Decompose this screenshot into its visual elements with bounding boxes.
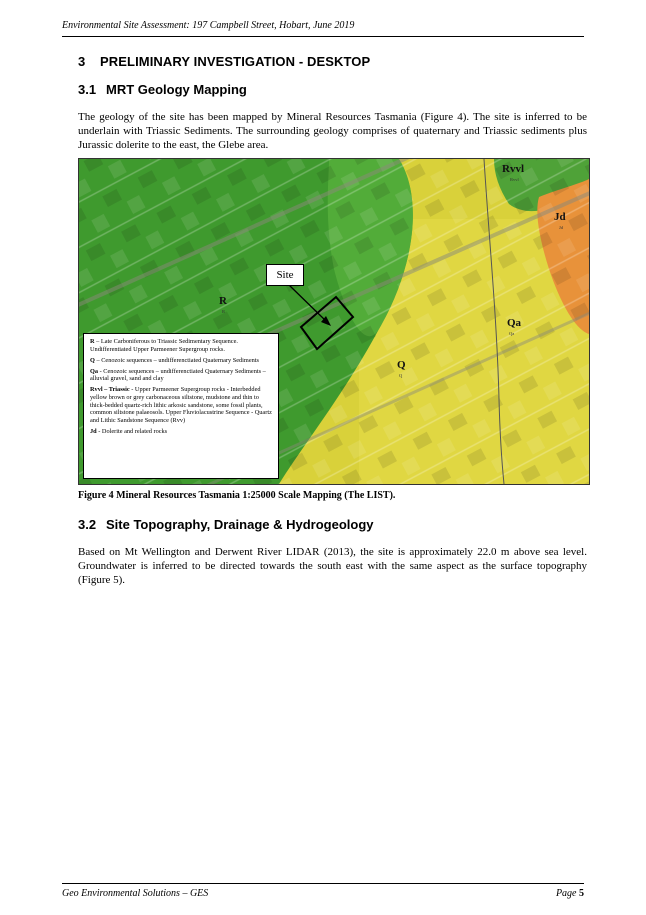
- section-3-2-title: Site Topography, Drainage & Hydrogeology: [106, 517, 374, 532]
- site-label: Site: [266, 264, 304, 286]
- unit-sub-rvvl: Rvvl: [510, 177, 519, 182]
- unit-label-q: Q: [397, 359, 406, 371]
- unit-label-jd: Jd: [554, 211, 566, 223]
- unit-sub-r: R: [222, 309, 226, 314]
- legend-entry-q: Q – Cenozoic sequences – undifferenctiated Quaternary Sediments: [90, 356, 259, 364]
- unit-label-rvvl: Rvvl: [502, 163, 524, 175]
- footer-rule: [62, 883, 584, 884]
- section-3-2-number: 3.2: [78, 517, 97, 532]
- map-legend: [83, 333, 279, 479]
- topography-paragraph: Based on Mt Wellington and Derwent River LIDAR (2013), the site is approximately 22.0 m above sea level. Groundwater is inferred to be directed towards the south east with the same aspect as the surface topography (Figure 5).: [78, 546, 587, 586]
- section-3-1-title: MRT Geology Mapping: [106, 82, 247, 97]
- section-3-heading: [78, 54, 370, 69]
- section-3-number: 3: [78, 54, 86, 69]
- figure-caption: Figure 4 Mineral Resources Tasmania 1:25000 Scale Mapping (The LIST).: [78, 490, 396, 501]
- geology-paragraph: The geology of the site has been mapped by Mineral Resources Tasmania (Figure 4). The site is inferred to be underlain with Triassic Sediments. The surrounding geology comprises of quaternary and Triassic sediments plus Jurassic dolerite to the east, the Glebe area.: [78, 111, 587, 151]
- unit-sub-jd: Jd: [559, 225, 564, 230]
- legend-entry-rvvl: Rvvl – Triassic - Upper Parmeener Supergroup rocks - Interbedded yellow brown or grey carbonaceous siltstone, mudstone and thin to thick-bedded quartz-rich lithic arkosic sandstone, some fossil plants, common siltstone palaeosols. Upper Fluviolacustrine Sequence - Quartz and Lithic Sandstone Sequence (Rvv): [90, 386, 272, 424]
- legend-entry-jd: Jd - Dolerite and related rocks: [90, 427, 168, 435]
- running-header: Environmental Site Assessment: 197 Campbell Street, Hobart, June 2019: [62, 20, 355, 31]
- geology-map: [78, 158, 590, 485]
- section-3-1-heading: [78, 82, 247, 97]
- unit-sub-qa: Qa: [509, 331, 515, 336]
- header-rule: [62, 36, 584, 37]
- footer-page: Page 5: [555, 888, 584, 899]
- page-number: 5: [579, 888, 584, 899]
- section-3-1-number: 3.1: [78, 82, 97, 97]
- unit-label-qa: Qa: [507, 317, 522, 329]
- legend-entry-qa: Qa - Cenozoic sequences – undifferenctiated Quaternary Sediments – alluvial gravel, sand and clay: [90, 367, 266, 383]
- section-3-title: PRELIMINARY INVESTIGATION - DESKTOP: [100, 54, 371, 69]
- unit-sub-q: Q: [399, 373, 403, 378]
- unit-label-r: R: [219, 295, 227, 307]
- legend-entry-r: R – Late Carboniferous to Triassic Sedimentary Sequence. Undifferentiated Upper Parmeener Supergroup rocks.: [90, 338, 238, 353]
- section-3-2-heading: [78, 517, 374, 532]
- footer-company: Geo Environmental Solutions – GES: [62, 888, 209, 899]
